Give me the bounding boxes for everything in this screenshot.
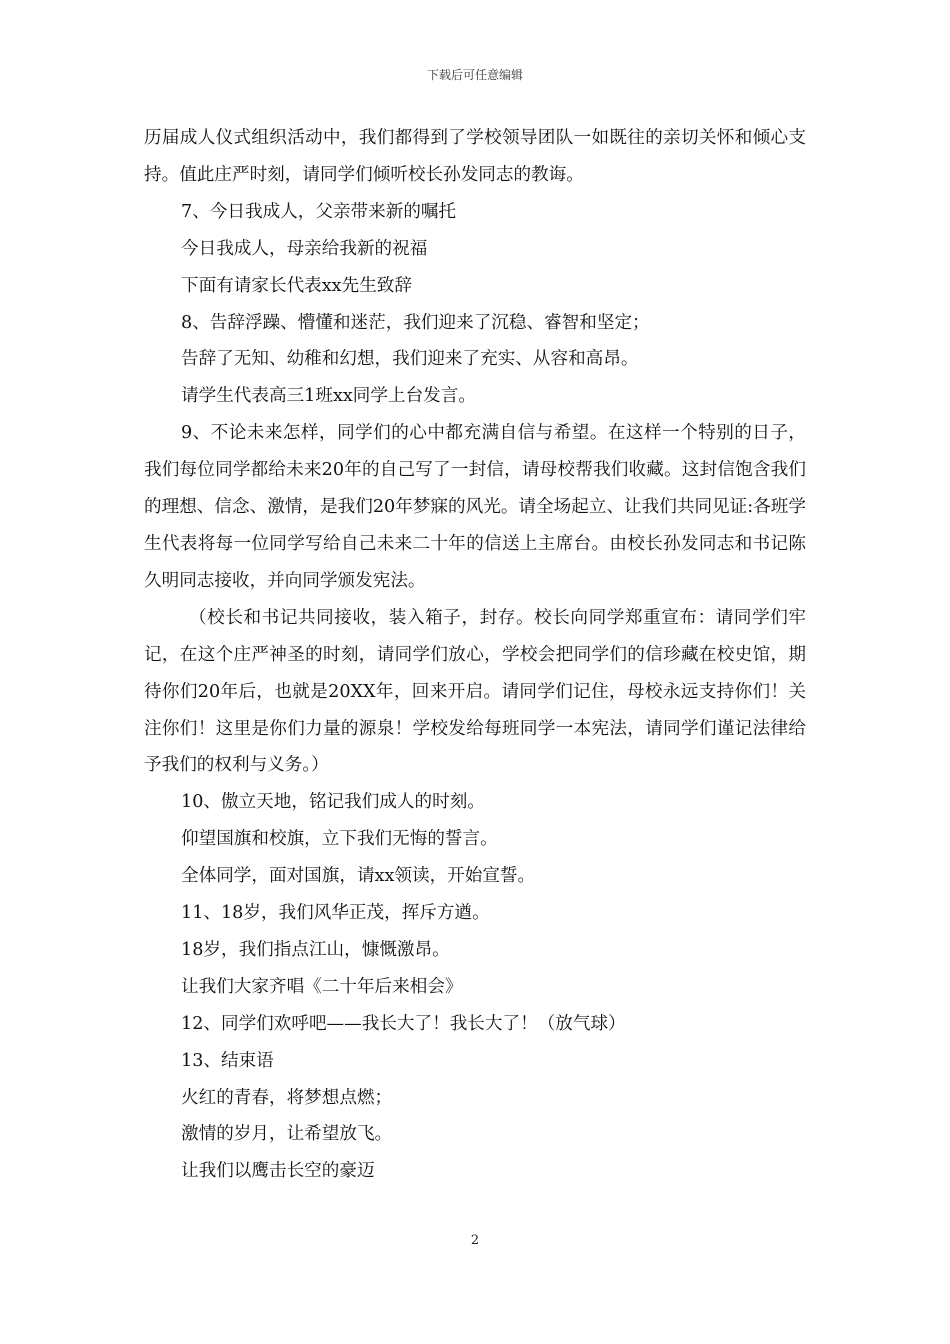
paragraph: 10、傲立天地，铭记我们成人的时刻。 [181, 792, 485, 813]
document-body [144, 120, 806, 1190]
paragraph: 历届成人仪式组织活动中，我们都得到了学校领导团队一如既往的亲切关怀和倾心支持。值此庄严时刻，请同学们倾听校长孙发同志的教诲。 [144, 128, 806, 185]
paragraph: 告辞了无知、幼稚和幻想，我们迎来了充实、从容和高昂。 [181, 349, 639, 370]
paragraph: 7、今日我成人，父亲带来新的嘱托 [181, 201, 457, 222]
paragraph: 全体同学，面对国旗，请xx领读，开始宣誓。 [181, 866, 536, 887]
paragraph: 12、同学们欢呼吧——我长大了！我长大了！（放气球） [181, 1013, 626, 1034]
paragraph: 8、告辞浮躁、懵懂和迷茫，我们迎来了沉稳、睿智和坚定； [181, 312, 650, 333]
page-header-note: 下载后可任意编辑 [426, 68, 523, 82]
paragraph: 火红的青春，将梦想点燃； [181, 1087, 393, 1108]
paragraph: （校长和书记共同接收，装入箱子，封存。校长向同学郑重宣布：请同学们牢记，在这个庄严神圣的时刻，请同学们放心，学校会把同学们的信珍藏在校史馆，期待你们20年后，也就是20XX年，回来开启。请同学们记住，母校永远支持你们！关注你们！这里是你们力量的源泉！学校发给每班同学一本宪法，请同学们谨记法律给予我们的权利与义务。） [144, 607, 806, 776]
paragraph: 今日我成人，母亲给我新的祝福 [181, 238, 428, 259]
paragraph: 13、结束语 [181, 1050, 274, 1071]
paragraph: 18岁，我们指点江山，慷慨激昂。 [181, 939, 450, 960]
paragraph: 下面有请家长代表xx先生致辞 [181, 275, 412, 296]
paragraph: 请学生代表高三1班xx同学上台发言。 [181, 386, 476, 407]
page-number: 2 [470, 1233, 480, 1248]
paragraph: 让我们以鹰击长空的豪迈 [181, 1161, 375, 1182]
paragraph: 仰望国旗和校旗，立下我们无悔的誓言。 [181, 829, 498, 850]
paragraph: 激情的岁月，让希望放飞。 [181, 1124, 393, 1145]
paragraph: 让我们大家齐唱《二十年后来相会》 [181, 976, 463, 997]
paragraph: 11、18岁，我们风华正茂，挥斥方遒。 [181, 903, 490, 924]
paragraph: 9、不论未来怎样，同学们的心中都充满自信与希望。在这样一个特别的日子，我们每位同学都给未来20年的自己写了一封信，请母校帮我们收藏。这封信饱含我们的理想、信念、激情，是我们20年梦寐的风光。请全场起立、让我们共同见证:各班学生代表将每一位同学写给自己未来二十年的信送上主席台。由校长孙发同志和书记陈久明同志接收，并向同学颁发宪法。 [144, 423, 806, 591]
